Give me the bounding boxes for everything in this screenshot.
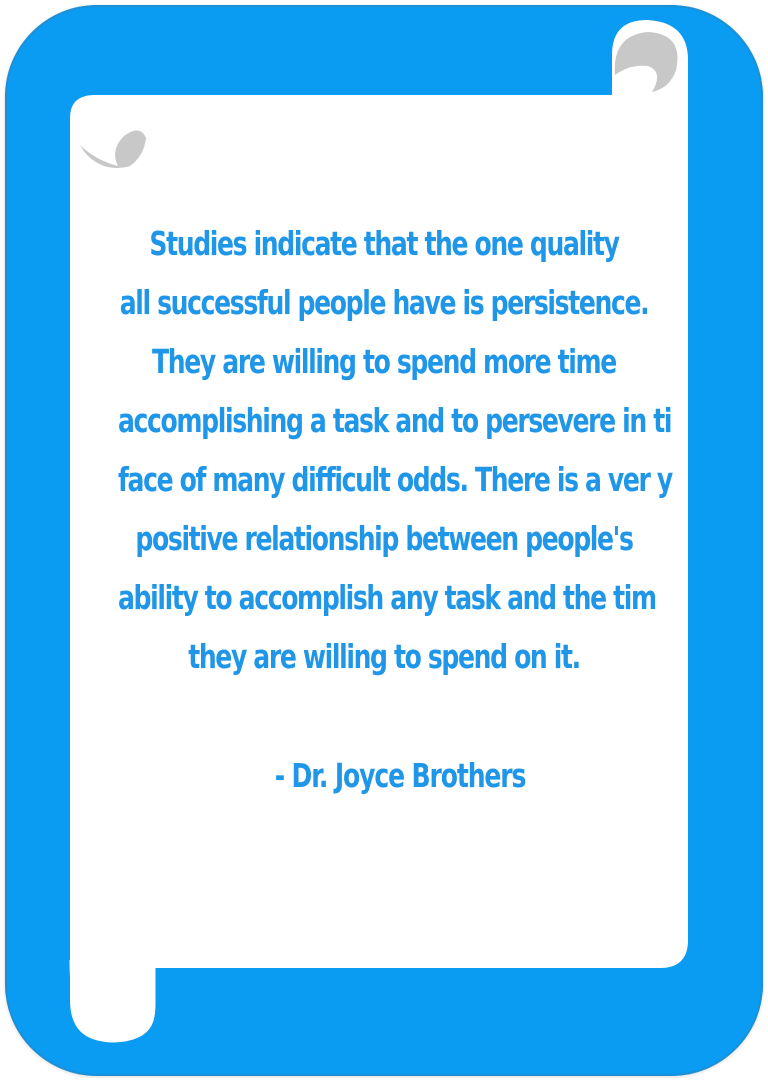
quote-line: They are willing to spend more time [152, 342, 616, 381]
quote-line: Studies indicate that the one quality [149, 224, 619, 263]
quote-line: they are willing to spend on it. [188, 637, 580, 676]
quote-line: positive relationship between people's [135, 519, 633, 558]
quote-line: ability to accomplish any task and the tim [118, 578, 656, 617]
quote-line: face of many difficult odds. There is a ver y [118, 460, 672, 499]
quote-line: accomplishing a task and to persevere in ti [118, 401, 672, 440]
quote-line: all successful people have is persistence. [119, 283, 649, 322]
quote-text [118, 214, 672, 686]
quote-author: - Dr. Joyce Brothers [274, 756, 526, 795]
